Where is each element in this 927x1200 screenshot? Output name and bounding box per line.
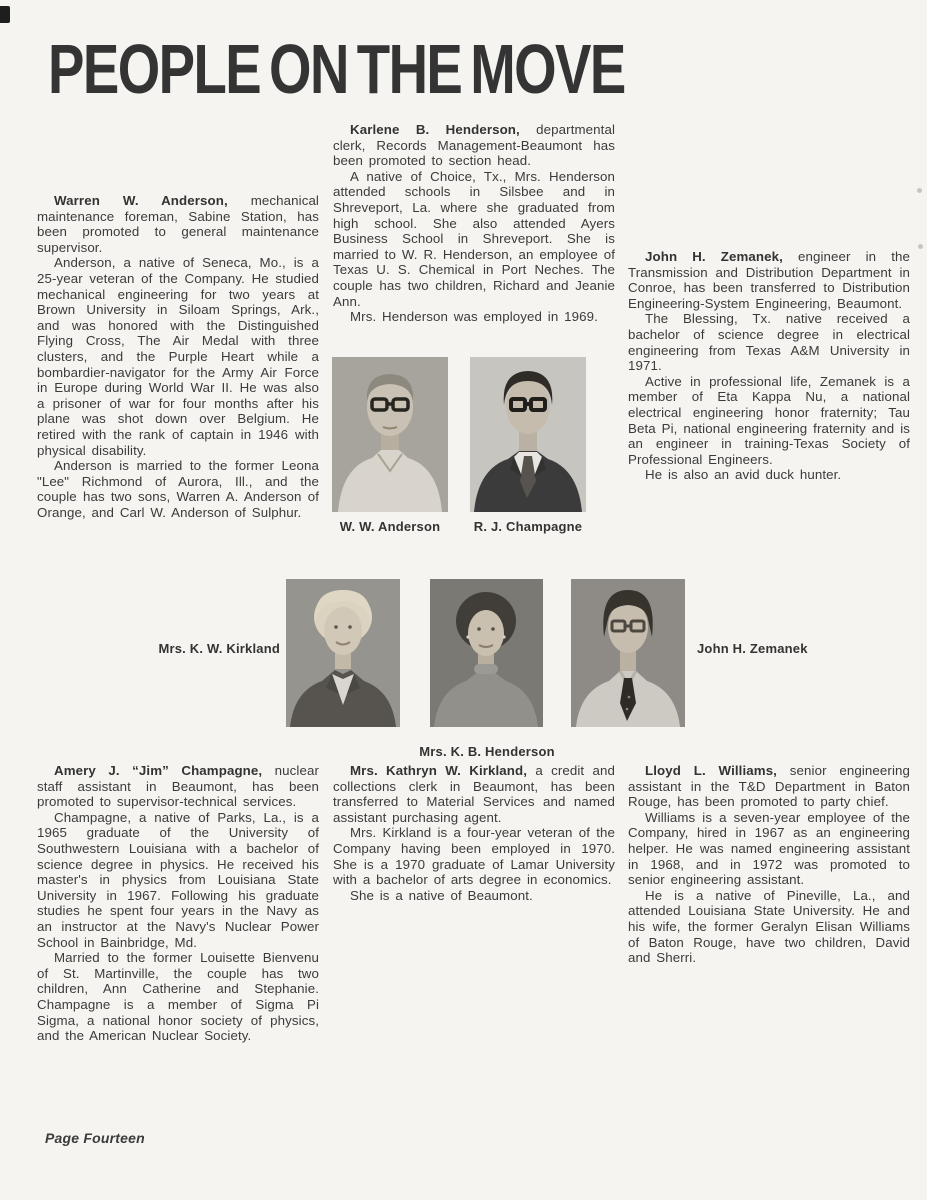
story-champagne-paragraph [37, 763, 319, 810]
photo-jh-zemanek [571, 579, 685, 727]
story-champagne [37, 763, 319, 1044]
portrait-ww-anderson-illustration [332, 357, 448, 512]
caption-ww-anderson: W. W. Anderson [339, 519, 441, 534]
portrait-jh-zemanek-illustration [571, 579, 685, 727]
caption-kb-henderson: Mrs. K. B. Henderson [419, 744, 555, 759]
story-kirkland [333, 763, 615, 903]
page-title: PEOPLE ON THE MOVE [48, 30, 625, 108]
story-champagne-paragraph: Champagne, a native of Parks, La., is a 1965 graduate of the University of Southwestern Louisiana with a bachelor of science degree in physics. He received his master's in physics from Louisiana State University in 1967. Following his graduate studies he spent four years in the Navy as an instructor at the Navy's Nuclear Power School in Bainbridge, Md. [37, 809, 319, 950]
caption-rj-champagne: R. J. Champagne [473, 519, 583, 534]
portrait-kw-kirkland-illustration [286, 579, 400, 727]
scan-artifact-corner-mark [0, 6, 10, 23]
story-henderson-lead-rest: departmental clerk, Records Management-Beaumont has been promoted to section head. [333, 122, 615, 169]
story-henderson-paragraph: A native of Choice, Tx., Mrs. Henderson attended schools in Silsbee and in Shreveport, La. where she graduated from high school. She also attended Ayers Business School in Shreveport. She is married to W. R. Henderson, an employee of Texas U. S. Chemical in Port Neches. The couple has two children, Richard and Jeanie Ann. [333, 168, 615, 309]
story-williams-paragraph [628, 763, 910, 810]
story-champagne-lead-rest: nuclear staff assistant in Beaumont, has been promoted to supervisor-technical services. [37, 763, 319, 810]
photo-kw-kirkland [286, 579, 400, 727]
portrait-kb-henderson-illustration [430, 579, 543, 727]
story-zemanek-paragraph: He is also an avid duck hunter. [645, 467, 842, 483]
story-anderson-lead-rest: mechanical maintenance foreman, Sabine Station, has been promoted to general maintenance supervisor. [37, 193, 319, 255]
story-williams [628, 763, 910, 966]
story-williams-paragraph: Williams is a seven-year employee of the Company, hired in 1967 as an engineering helper. He was named engineering assistant in 1968, and in 1972 was promoted to senior engineering assistant. [628, 809, 910, 888]
story-henderson-paragraph [333, 122, 615, 169]
story-kirkland-paragraph: Mrs. Kirkland is a four-year veteran of the Company having been employed in 1970. She is a 1970 graduate of Lamar University with a bachelor of arts degree in economics. [333, 825, 615, 888]
story-anderson-paragraph: Anderson is married to the former Leona "Lee" Richmond of Aurora, Ill., and the couple has two sons, Warren A. Anderson of Orange, and Carl W. Anderson of Sulphur. [37, 458, 319, 520]
caption-jh-zemanek: John H. Zemanek [697, 641, 808, 656]
story-zemanek-lead-rest: engineer in the Transmission and Distribution Department in Conroe, has been transferred to Distribution Engineering-System Engineering, Beaumont. [628, 249, 910, 311]
photo-ww-anderson [332, 357, 448, 512]
story-zemanek-name: John H. Zemanek, [645, 249, 783, 264]
story-anderson-paragraph [37, 193, 319, 255]
story-zemanek-paragraph: Active in professional life, Zemanek is a member of Eta Kappa Nu, a national electrical engineering honor fraternity; Tau Beta Pi, national engineering fraternity and is an engineer in training-Texas Society of Professional Engineers. [628, 373, 910, 467]
photo-kb-henderson [430, 579, 543, 727]
story-williams-name: Lloyd L. Williams, [645, 763, 777, 778]
story-kirkland-paragraph: She is a native of Beaumont. [350, 887, 533, 903]
story-anderson-paragraph: Anderson, a native of Seneca, Mo., is a 25-year veteran of the Company. He studied mechanical engineering for two years at Brown University in Siloam Springs, Ark., and was honored with the Distinguished Flying Cross, The Air Medal with three clusters, and the Purple Heart while a bombardier-navigator for the Army Air Force in Europe during World War II. He was also a prisoner of war for four months after his plane was shot down over Belgium. He retired with the rank of captain in 1946 with physical disability. [37, 255, 319, 458]
story-kirkland-paragraph [333, 763, 615, 825]
story-champagne-name: Amery J. “Jim” Champagne, [54, 763, 263, 778]
story-anderson-name: Warren W. Anderson, [54, 193, 228, 208]
story-henderson-paragraph: Mrs. Henderson was employed in 1969. [350, 309, 598, 325]
story-williams-lead-rest: senior engineering assistant in the T&D Department in Baton Rouge, has been promoted to party chief. [628, 763, 910, 810]
story-champagne-paragraph: Married to the former Louisette Bienvenu of St. Martinville, the couple has two children, Ann Catherine and Stephanie. Champagne is a member of Sigma Pi Sigma, a national honor society of physics, and the American Nuclear Society. [37, 950, 319, 1044]
caption-kw-kirkland: Mrs. K. W. Kirkland [158, 641, 280, 656]
story-henderson [333, 122, 615, 325]
story-kirkland-lead-rest: a credit and collections clerk in Beaumont, has been transferred to Material Services and named assistant purchasing agent. [333, 763, 615, 825]
story-zemanek [628, 249, 910, 483]
story-zemanek-paragraph: The Blessing, Tx. native received a bachelor of science degree in electrical engineering from Texas A&M University in 1971. [628, 311, 910, 374]
story-zemanek-paragraph [628, 249, 910, 311]
story-anderson [37, 193, 319, 520]
photo-rj-champagne [470, 357, 586, 512]
story-henderson-name: Karlene B. Henderson, [350, 122, 520, 137]
scan-artifact-dot [917, 188, 922, 193]
story-kirkland-name: Mrs. Kathryn W. Kirkland, [350, 763, 528, 778]
portrait-rj-champagne-illustration [470, 357, 586, 512]
scan-artifact-dot [918, 244, 923, 249]
story-williams-paragraph: He is a native of Pineville, La., and attended Louisiana State University. He and his wife, the former Geralyn Elisan Williams of Baton Rouge, have two children, David and Sherri. [628, 887, 910, 966]
page-number: Page Fourteen [45, 1130, 145, 1146]
